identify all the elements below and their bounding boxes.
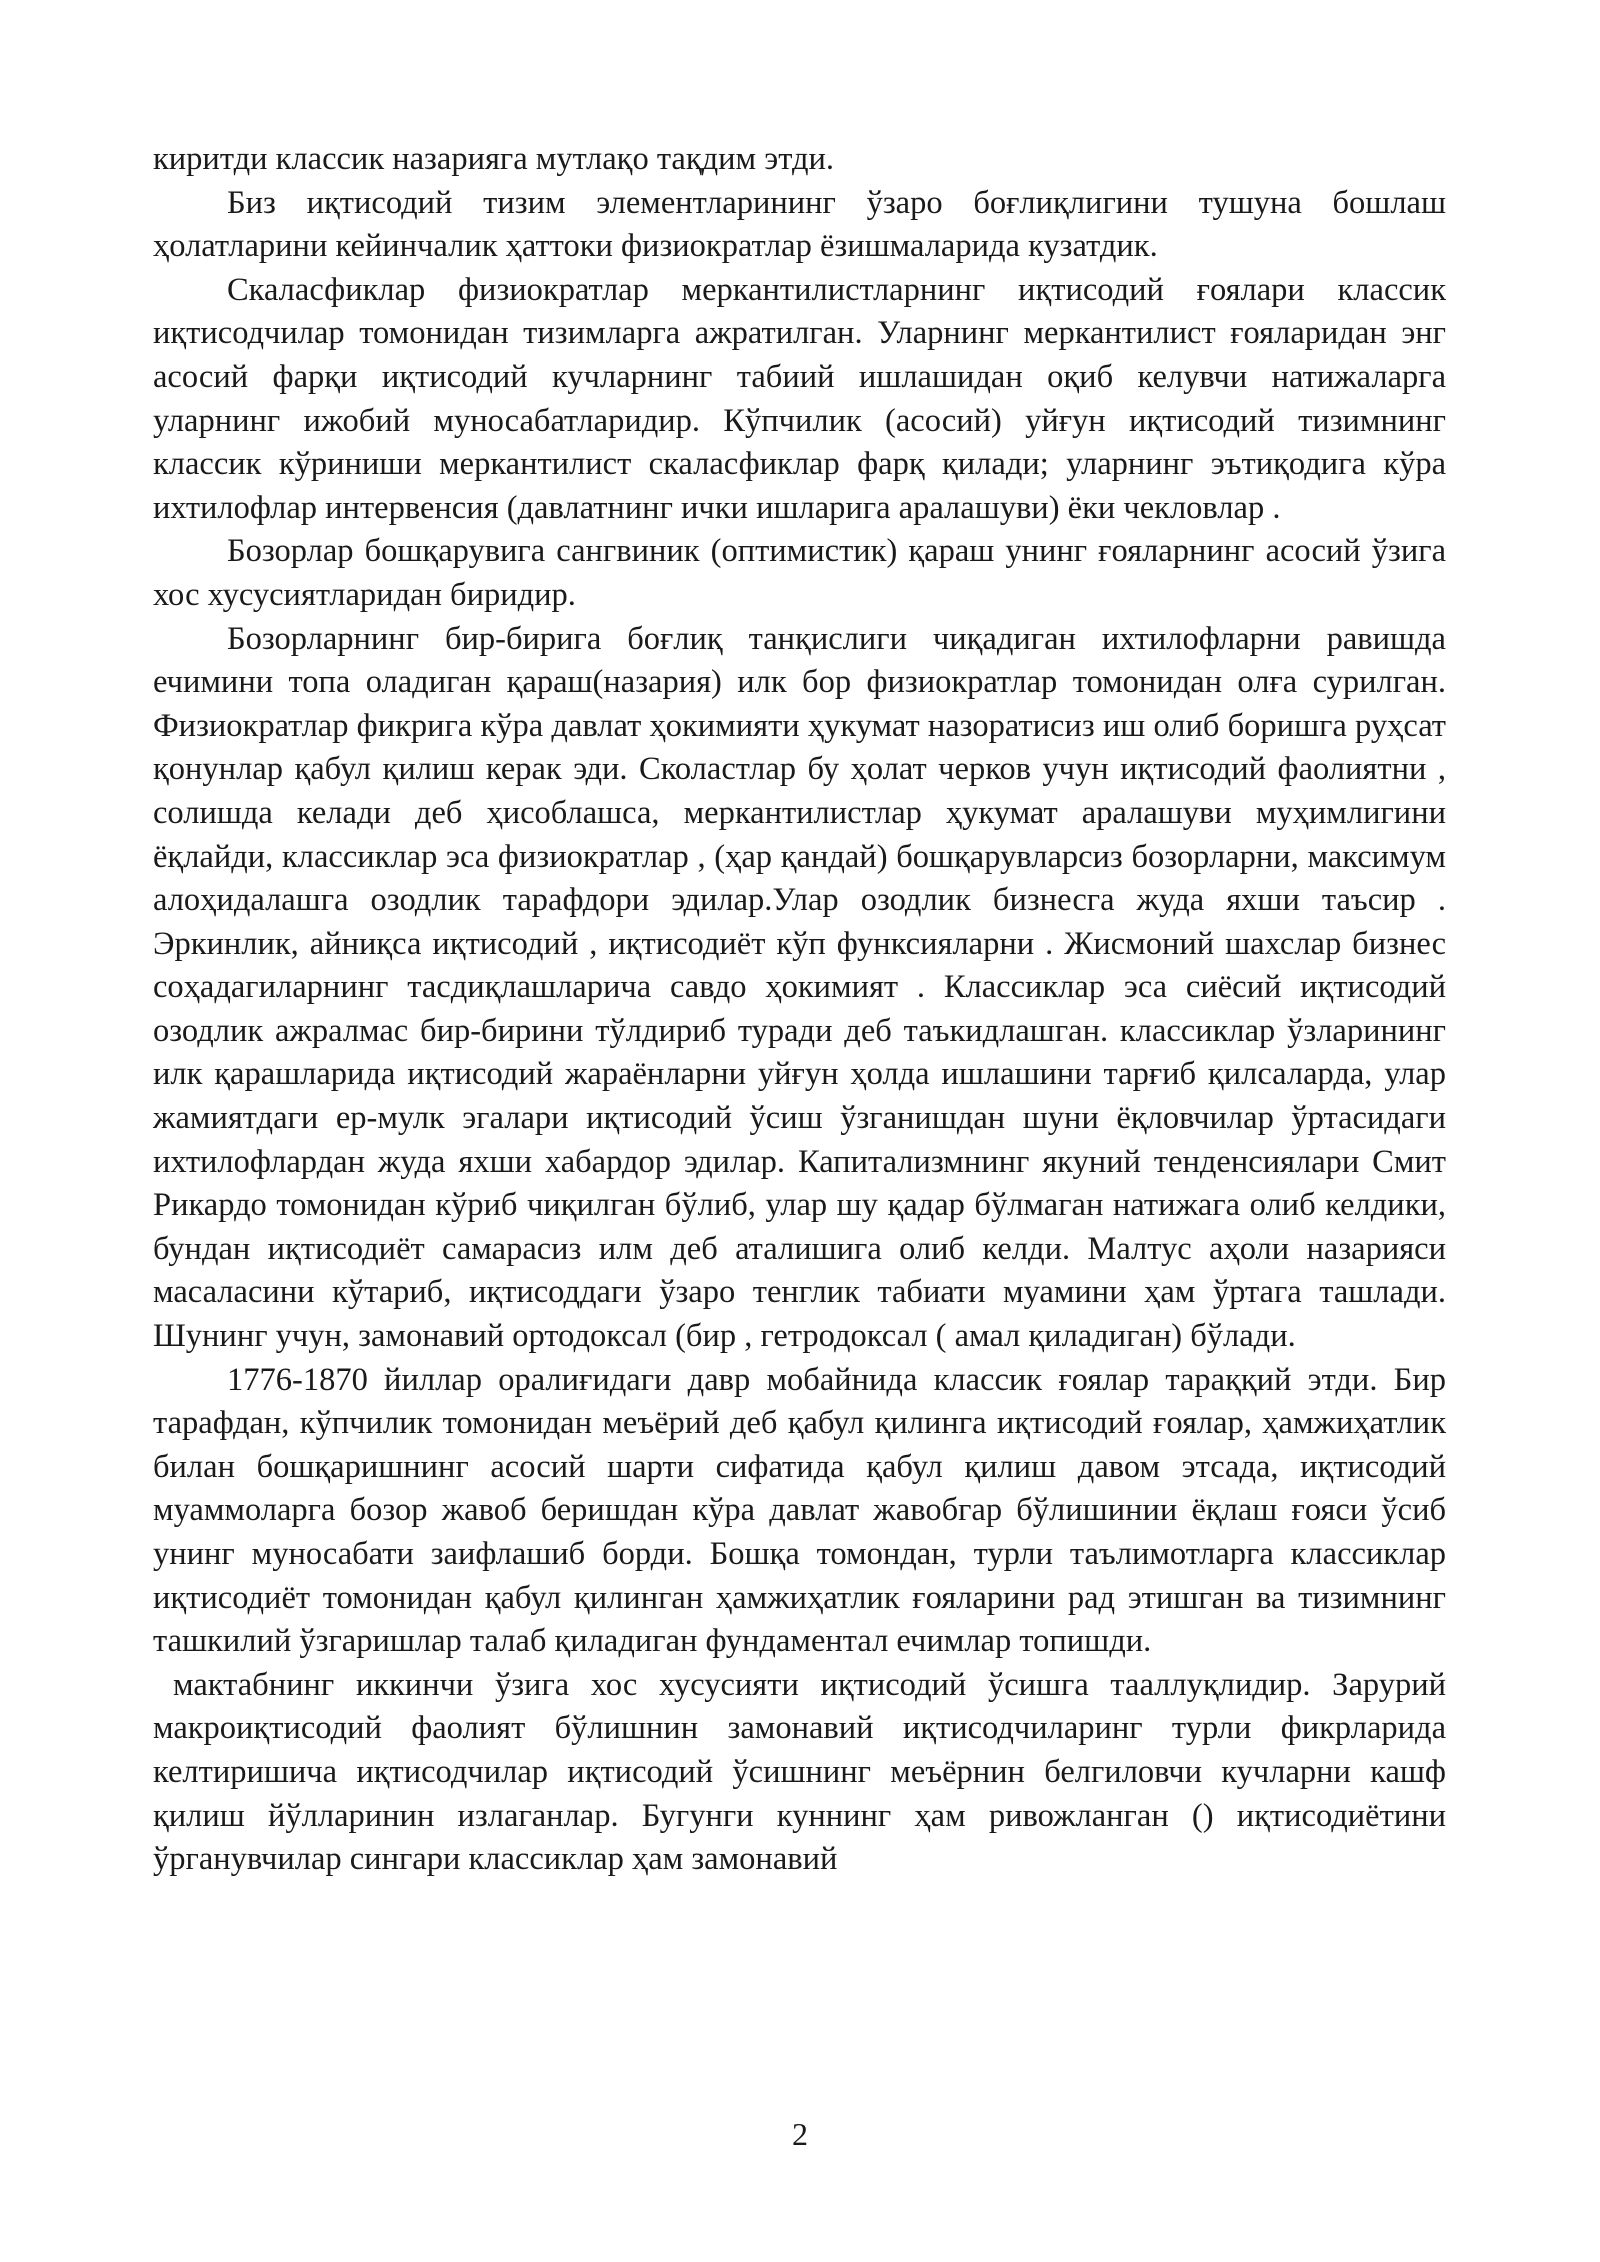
paragraph-classical-period: 1776-1870 йиллар оралиғидаги давр мобайнида классик ғоялар тараққий этди. Бир тарафдан, кўпчилик томонидан меъёрий деб қабул қилинга иқтисодий ғоялар, ҳамжиҳатлик билан бошқаришнинг асосий шарти сифатида қабул қилиш давом этсада, иқтисодий муаммоларга бозор жавоб беришдан кўра давлат жавобгар бўлишинии ёқлаш ғояси ўсиб унинг муносабати заифлашиб борди. Бошқа томондан, турли таълимотларга классиклар иқтисодиёт томонидан қабул қилинган ҳамжиҳатлик ғояларини рад этишган ва тизимнинг ташкилий ўзгаришлар талаб қиладиган фундаментал ечимлар топишди. [153,1361,1446,1660]
paragraph-continuation: киритди классик назарияга мутлақо тақдим этди. [153,141,835,177]
paragraph-classical-economists: Скаласфиклар физиократлар меркантилистларнинг иқтисодий ғоялари классик иқтисодчилар томонидан тизимларга ажратилган. Уларнинг меркантилист ғояларидан энг асосий фарқи иқтисодий кучларнинг табиий ишлашидан оқиб келувчи натижаларга уларнинг ижобий муносабатларидир. Кўпчилик (асосий) уйғун иқтисодий тизимнинг классик кўриниши меркантилист скаласфиклар фарқ қилади; уларнинг эътиқодига кўра ихтилофлар интервенсия (давлатнинг ички ишларига аралашуви) ёки чекловлар . [153,271,1446,526]
paragraph-economic-growth: мактабнинг иккинчи ўзига хос хусусияти иқтисодий ўсишга тааллуқлидир. Зарурий макроиқтисодий фаолият бўлишнин замонавий иқтисодчиларинг турли фикрларида келтиришича иқтисодчилар иқтисодий ўсишнинг меъёрнин белгиловчи кучларни кашф қилиш йўлларинин излаганлар. Бугунги куннинг ҳам ривожланган () иқтисодиётини ўрганувчилар сингари классиклар ҳам замонавий [153,1666,1446,1878]
paragraph-market-scarcity: Бозорларнинг бир-бирига боғлиқ танқислиги чиқадиган ихтилофларни равишда ечимини топа оладиган қараш(назария) илк бор физиократлар томонидан олға сурилган. Физиократлар фикрига кўра давлат ҳокимияти ҳукумат назоратисиз иш олиб боришга руҳсат қонунлар қабул қилиш керак эди. Сколастлар бу ҳолат черков учун иқтисодий фаолиятни , солишда келади деб ҳисоблашса, меркантилистлар ҳукумат аралашуви муҳимлигини ёқлайди, классиклар эса физиократлар , (ҳар қандай) бошқарувларсиз бозорларни, максимум алоҳидалашга озодлик тарафдори эдилар.Улар озодлик бизнесга жуда яхши таъсир . Эркинлик, айниқса иқтисодий , иқтисодиёт кўп функсияларни . Жисмоний шахслар бизнес соҳадагиларнинг тасдиқлашларича савдо ҳокимият . Классиклар эса сиёсий иқтисодий озодлик ажралмас бир-бирини тўлдириб туради деб таъкидлашган. классиклар ўзларининг илк қарашларида иқтисодий жараёнларни уйғун ҳолда ишлашини тарғиб қилсаларда, улар жамиятдаги ер-мулк эгалари иқтисодий ўсиш ўзганишдан шуни ёқловчилар ўртасидаги ихтилофлардан жуда яхши хабардор эдилар. Капитализмнинг якуний тенденсиялари Смит Рикардо томонидан кўриб чиқилган бўлиб, улар шу қадар бўлмаган натижага олиб келдики, бундан иқтисодиёт самарасиз илм деб аталишига олиб келди. Малтус аҳоли назарияси масаласини кўтариб, иқтисоддаги ўзаро тенглик табиати муамини ҳам ўртага ташлади. Шунинг учун, замонавий ортодоксал (бир , гетродоксал ( амал қиладиган) бўлади. [153,620,1446,1355]
document-body [153,138,1446,1882]
paragraph-system-interdependence: Биз иқтисодий тизим элементларининг ўзаро боғлиқлигини тушуна бошлаш ҳолатларини кейинчалик ҳаттоки физиократлар ёзишмаларида кузатдик. [153,184,1446,265]
page-number: 2 [792,2116,808,2152]
paragraph-market-management: Бозорлар бошқарувига сангвиник (оптимистик) қараш унинг ғояларнинг асосий ўзига хос хусусиятларидан биридир. [153,533,1446,613]
